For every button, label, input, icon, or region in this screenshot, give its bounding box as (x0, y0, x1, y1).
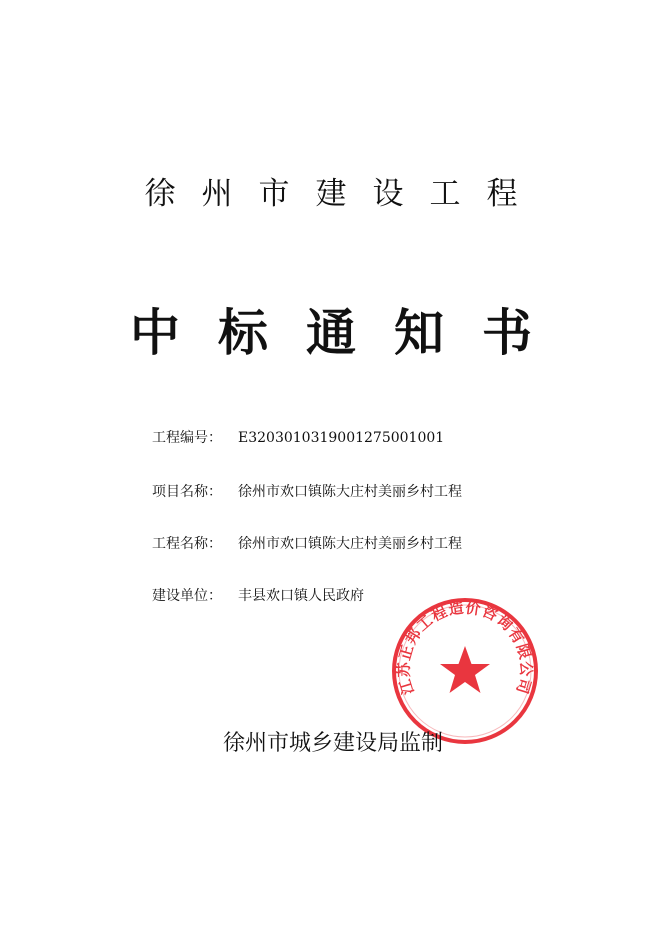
field-project-name (152, 535, 462, 553)
field-project-number (152, 429, 444, 447)
company-seal (390, 596, 540, 746)
field-item-name (152, 483, 462, 501)
field-label: 工程编号： (152, 430, 222, 446)
document-title: 中标通知书 (130, 303, 570, 362)
field-label: 建设单位： (152, 588, 222, 604)
seal-text: 江苏正邦工程造价咨询有限公司 (394, 598, 536, 697)
field-value: E3203010319001275001001 (238, 430, 445, 446)
field-label: 项目名称： (152, 484, 222, 500)
field-label: 工程名称： (152, 536, 222, 552)
field-value: 徐州市欢口镇陈大庄村美丽乡村工程 (238, 484, 462, 500)
seal-star-icon (440, 646, 490, 693)
document-heading: 徐州市建设工程 (144, 176, 544, 212)
field-value: 丰县欢口镇人民政府 (238, 588, 364, 604)
field-value: 徐州市欢口镇陈大庄村美丽乡村工程 (238, 536, 462, 552)
field-construction-unit (152, 587, 364, 605)
supervisor-note: 徐州市城乡建设局监制 (222, 731, 443, 756)
